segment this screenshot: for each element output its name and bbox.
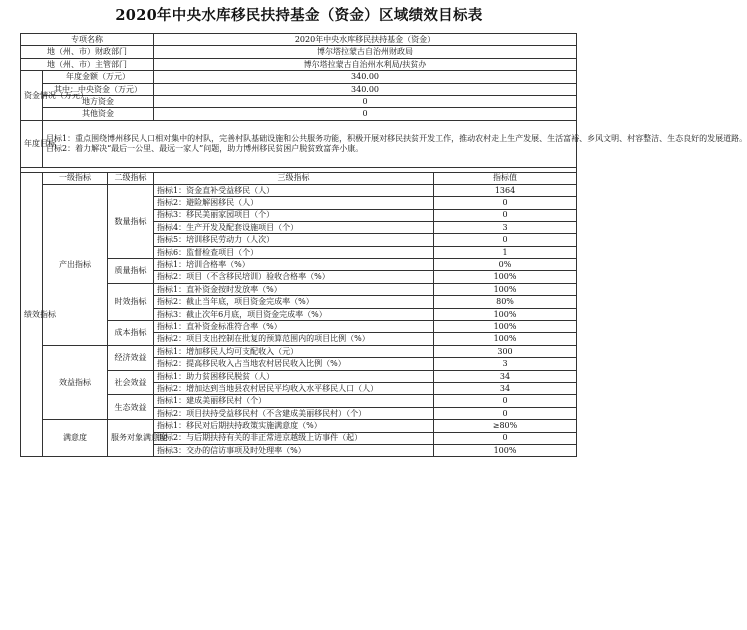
admin-dept-label: 地（州、市）主管部门 [21,58,154,70]
indicator-name: 指标1：增加移民人均可支配收入（元） [154,345,434,357]
indicator-value: 100% [434,333,577,345]
indicator-value: 0 [434,197,577,209]
indicator-name: 指标1：培训合格率（%） [154,259,434,271]
indicator-name: 指标2：避险解困移民（人） [154,197,434,209]
finance-dept-value: 博尔塔拉蒙古自治州财政局 [154,46,577,58]
indicator-value: 100% [434,444,577,456]
indicator-name: 指标4：生产开发及配套设施项目（个） [154,221,434,233]
page-title: 2020年中央水库移民扶持基金（资金）区域绩效目标表 [115,7,483,24]
funds-label: 资金情况（万元） [21,71,43,121]
admin-dept-row [21,58,577,70]
ecological-label: 生态效益 [108,395,154,420]
indicator-name: 指标3：交办的信访事项及时处理率（%） [154,444,434,456]
indicator-name: 指标2：项目（不含移民培训）验收合格率（%） [154,271,434,283]
indicator-value: 100% [434,321,577,333]
project-name-value: 2020年中央水库移民扶持基金（资金） [154,34,577,46]
indicator-value: 80% [434,296,577,308]
indicator-value: 0 [434,395,577,407]
indicator-value: 0 [434,407,577,419]
indicator-value: 3 [434,358,577,370]
indicator-row [21,420,577,432]
indicator-value: 100% [434,283,577,295]
funds-row-label: 其他资金 [43,108,154,120]
indicator-row [21,184,577,196]
indicator-value: ≥80% [434,420,577,432]
indicator-name: 指标2：项目支出控制在批复的预算范围内的项目比例（%） [154,333,434,345]
header-value: 指标值 [434,172,577,184]
funds-row-label: 其中：中央资金（万元） [43,83,154,95]
indicator-name: 指标3：移民美丽家园项目（个） [154,209,434,221]
indicator-name: 指标2：提高移民收入占当地农村居民收入比例（%） [154,358,434,370]
funds-row-value: 340.00 [154,71,577,83]
funds-row-label: 年度金额（万元） [43,71,154,83]
indicator-name: 指标6：监督检查项目（个） [154,246,434,258]
indicator-name: 指标2：截止当年底，项目资金完成率（%） [154,296,434,308]
funds-row [21,95,577,107]
indicator-name: 指标1：资金直补受益移民（人） [154,184,434,196]
funds-row [21,71,577,83]
perf-header-row [21,172,577,184]
indicator-row [21,345,577,357]
funds-row [21,108,577,120]
performance-target-table [20,33,747,457]
admin-dept-value: 博尔塔拉蒙古自治州水利局/扶贫办 [154,58,577,70]
benefit-label: 效益指标 [43,345,108,419]
indicator-value: 0 [434,234,577,246]
indicator-name: 指标2：项目扶持受益移民村（不含建成美丽移民村）（个） [154,407,434,419]
header-l3: 三级指标 [154,172,434,184]
timeliness-label: 时效指标 [108,283,154,320]
finance-dept-row [21,46,577,58]
cost-label: 成本指标 [108,321,154,346]
indicator-name: 指标3：截止次年6月底，项目资金完成率（%） [154,308,434,320]
annual-goal-line: 目标1：重点围绕博州移民人口相对集中的村队，完善村队基础设施和公共服务功能，积极开展对移民扶贫开发工作，推动农村走上生产发展、生活富裕、乡风文明、村容整洁、生态良好的发展道路。 [46,134,747,144]
header-l2: 二级指标 [108,172,154,184]
indicator-value: 0 [434,432,577,444]
finance-dept-label: 地（州、市）财政部门 [21,46,154,58]
indicator-name: 指标1：直补资金标准符合率（%） [154,321,434,333]
annual-goal-row [21,120,577,167]
indicator-value: 3 [434,221,577,233]
indicator-value: 1364 [434,184,577,196]
indicator-value: 100% [434,308,577,320]
indicator-value: 34 [434,370,577,382]
economic-label: 经济效益 [108,345,154,370]
indicator-name: 指标1：助力贫困移民脱贫（人） [154,370,434,382]
quantity-label: 数量指标 [108,184,154,258]
project-name-label: 专项名称 [21,34,154,46]
indicator-value: 0 [434,209,577,221]
quality-label: 质量指标 [108,259,154,284]
indicator-name: 指标2：与后期扶持有关的非正常进京越级上访事件（起） [154,432,434,444]
indicator-name: 指标2：增加达到当地县农村居民平均收入水平移民人口（人） [154,382,434,394]
funds-row-label: 地方资金 [43,95,154,107]
annual-goal-text [43,120,747,167]
funds-row-value: 340.00 [154,83,577,95]
indicator-name: 指标5：培训移民劳动力（人次） [154,234,434,246]
indicator-value: 34 [434,382,577,394]
funds-row-value: 0 [154,95,577,107]
indicator-value: 0% [434,259,577,271]
project-name-row [21,34,577,46]
indicator-value: 1 [434,246,577,258]
service-satisfaction-label: 服务对象满意度 [108,420,154,457]
annual-goal-label: 年度目标 [21,120,43,167]
perf-label: 绩效指标 [21,172,43,457]
output-label: 产出指标 [43,184,108,345]
funds-row [21,83,577,95]
indicator-name: 指标1：直补资金按时发放率（%） [154,283,434,295]
satisfaction-label: 满意度 [43,420,108,457]
indicator-value: 100% [434,271,577,283]
indicator-name: 指标1：移民对后期扶持政策实施满意度（%） [154,420,434,432]
indicator-value: 300 [434,345,577,357]
annual-goal-line: 目标2：着力解决“最后一公里、最远一家人”问题，助力博州移民贫困户脱贫致富奔小康。 [46,143,364,153]
social-label: 社会效益 [108,370,154,395]
header-l1: 一级指标 [43,172,108,184]
indicator-name: 指标1：建成美丽移民村（个） [154,395,434,407]
funds-row-value: 0 [154,108,577,120]
